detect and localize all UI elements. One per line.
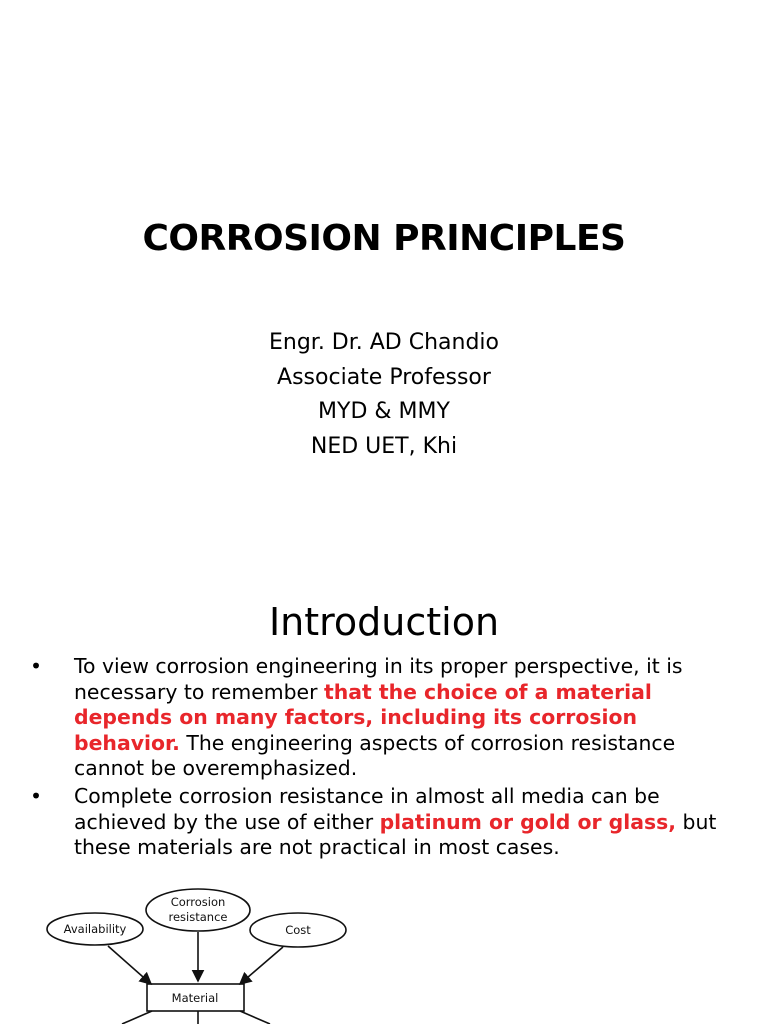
corrosion-label-line2: resistance <box>168 910 228 924</box>
bullet-list <box>30 654 742 863</box>
slide-title-main: CORROSION PRINCIPLES <box>142 218 626 259</box>
bullet-dot-icon: • <box>30 783 43 808</box>
author-info <box>0 326 768 464</box>
bullet-dot-icon: • <box>30 654 43 678</box>
bullet-text: The engineering aspects of corrosion resistance cannot be overemphasized. <box>74 730 676 781</box>
author-name: Engr. Dr. AD Chandio <box>268 330 500 355</box>
availability-label: Availability <box>63 922 127 936</box>
material-selection-diagram <box>0 878 768 1024</box>
author-institution: NED UET, Khi <box>310 433 458 459</box>
author-position: Associate Professor <box>277 364 491 390</box>
section-title-introduction: Introduction <box>268 600 500 644</box>
cost-label: Cost <box>285 923 311 937</box>
material-label: Material <box>171 991 219 1005</box>
arrow-availability-to-material <box>108 946 151 984</box>
arrow-stub-right <box>240 1011 270 1024</box>
arrow-cost-to-material <box>240 947 283 984</box>
bullet-text: To view corrosion engineering in its proper perspective, it is necessary to remember <box>74 654 683 704</box>
author-department: MYD & MMY <box>318 399 450 424</box>
bullet-item <box>30 654 742 782</box>
bullet-text: Complete corrosion resistance in almost all media can be achieved by the use of either <box>74 783 660 834</box>
bullet-text: but these materials are not practical in most cases. <box>74 809 717 860</box>
bullet-item <box>30 784 742 861</box>
bullet-highlight: that the choice of a material depends on many factors, including its corrosion behavior. <box>74 679 652 755</box>
bullet-highlight: platinum or gold or glass, <box>379 809 677 834</box>
arrow-stub-left <box>122 1011 152 1024</box>
corrosion-label-line1: Corrosion <box>170 895 226 909</box>
